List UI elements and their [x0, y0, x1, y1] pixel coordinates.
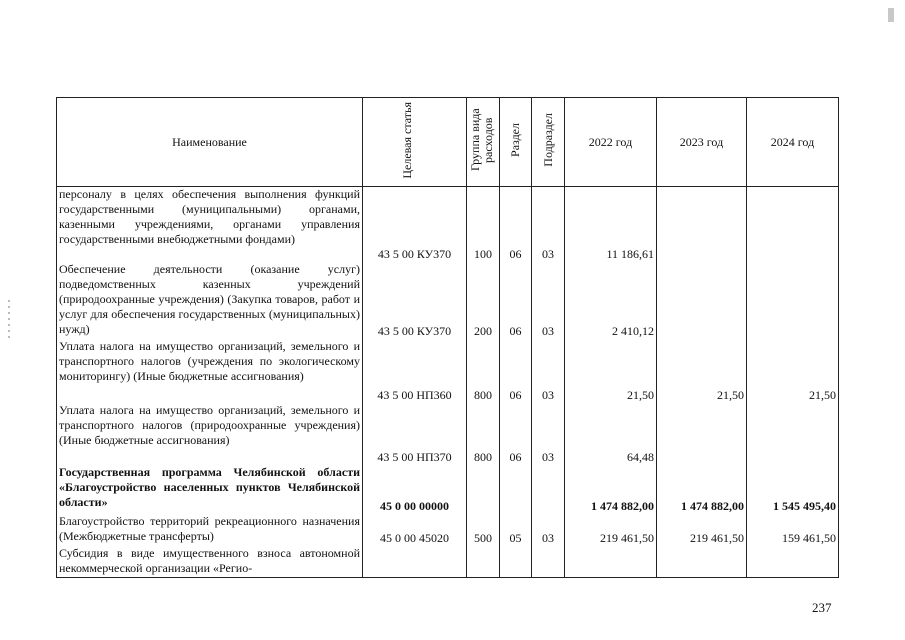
row-2023: 1 474 882,00 — [657, 465, 747, 514]
header-subsection-label: Подраздел — [540, 113, 555, 167]
row-2024 — [747, 546, 839, 578]
row-2022: 2 410,12 — [565, 262, 657, 339]
row-section: 06 — [500, 339, 532, 403]
row-target: 43 5 00 НП370 — [363, 403, 467, 465]
row-section: 05 — [500, 514, 532, 546]
header-group-label: Группа вида расходов — [468, 108, 495, 172]
row-2022 — [565, 546, 657, 578]
row-2023 — [657, 187, 747, 262]
header-section — [500, 98, 532, 187]
header-row — [57, 98, 839, 187]
row-name: персоналу в целях обеспечения выполнения функций государственными (муниципальными) органами, казенными учреждениями, органами управления государственными внебюджетными фондами) — [57, 187, 363, 262]
header-2023: 2023 год — [657, 98, 747, 187]
table-row — [57, 403, 839, 465]
header-target — [363, 98, 467, 187]
row-subsection: 03 — [532, 514, 565, 546]
row-name: Субсидия в виде имущественного взноса автономной некоммерческой организации «Регио- — [57, 546, 363, 578]
row-2023 — [657, 403, 747, 465]
table-row — [57, 546, 839, 578]
header-target-label: Целевая статья — [399, 101, 414, 179]
row-group — [467, 465, 500, 514]
header-group — [467, 98, 500, 187]
row-2024 — [747, 187, 839, 262]
row-group: 100 — [467, 187, 500, 262]
row-target: 45 0 00 45020 — [363, 514, 467, 546]
header-name: Наименование — [57, 98, 363, 187]
row-section: 06 — [500, 403, 532, 465]
row-2023 — [657, 262, 747, 339]
row-subsection — [532, 546, 565, 578]
row-subsection: 03 — [532, 339, 565, 403]
header-subsection — [532, 98, 565, 187]
header-section-label: Раздел — [508, 123, 522, 157]
row-group: 800 — [467, 403, 500, 465]
table-row-program — [57, 465, 839, 514]
row-target: 45 0 00 00000 — [363, 465, 467, 514]
row-target — [363, 546, 467, 578]
row-group: 800 — [467, 339, 500, 403]
table-row — [57, 514, 839, 546]
row-subsection: 03 — [532, 403, 565, 465]
row-2022: 21,50 — [565, 339, 657, 403]
row-2023 — [657, 546, 747, 578]
row-2022: 1 474 882,00 — [565, 465, 657, 514]
row-group: 200 — [467, 262, 500, 339]
row-name: Уплата налога на имущество организаций, земельного и транспортного налогов (природоохранные учреждения) (Иные бюджетные ассигнования) — [57, 403, 363, 465]
row-name: Уплата налога на имущество организаций, земельного и транспортного налогов (учреждения по экологическому мониторингу) (Иные бюджетные ассигнования) — [57, 339, 363, 403]
row-target: 43 5 00 КУ370 — [363, 262, 467, 339]
row-2024: 21,50 — [747, 339, 839, 403]
row-2023: 219 461,50 — [657, 514, 747, 546]
row-target: 43 5 00 НП360 — [363, 339, 467, 403]
row-section — [500, 546, 532, 578]
row-2022: 64,48 — [565, 403, 657, 465]
scan-dots — [8, 300, 10, 340]
row-group: 500 — [467, 514, 500, 546]
row-2022: 219 461,50 — [565, 514, 657, 546]
table-row — [57, 339, 839, 403]
row-2024 — [747, 262, 839, 339]
row-2024: 1 545 495,40 — [747, 465, 839, 514]
row-2023: 21,50 — [657, 339, 747, 403]
row-subsection: 03 — [532, 187, 565, 262]
row-section: 06 — [500, 262, 532, 339]
row-2024: 159 461,50 — [747, 514, 839, 546]
row-2022: 11 186,61 — [565, 187, 657, 262]
page-number: 237 — [812, 600, 832, 615]
header-2022: 2022 год — [565, 98, 657, 187]
table-row — [57, 262, 839, 339]
row-group — [467, 546, 500, 578]
row-subsection — [532, 465, 565, 514]
row-section: 06 — [500, 187, 532, 262]
row-section — [500, 465, 532, 514]
row-target: 43 5 00 КУ370 — [363, 187, 467, 262]
row-subsection: 03 — [532, 262, 565, 339]
scan-mark — [888, 8, 894, 22]
row-2024 — [747, 403, 839, 465]
header-2024: 2024 год — [747, 98, 839, 187]
row-name: Благоустройство территорий рекреационного назначения (Межбюджетные трансферты) — [57, 514, 363, 546]
row-name: Государственная программа Челябинской области «Благоустройство населенных пунктов Челябинской области» — [57, 465, 363, 514]
budget-table — [56, 97, 839, 578]
table-row — [57, 187, 839, 262]
row-name: Обеспечение деятельности (оказание услуг) подведомственных казенных учреждений (природоохранные учреждения) (Закупка товаров, работ и услуг для обеспечения государственных (муниципальных) нужд) — [57, 262, 363, 339]
